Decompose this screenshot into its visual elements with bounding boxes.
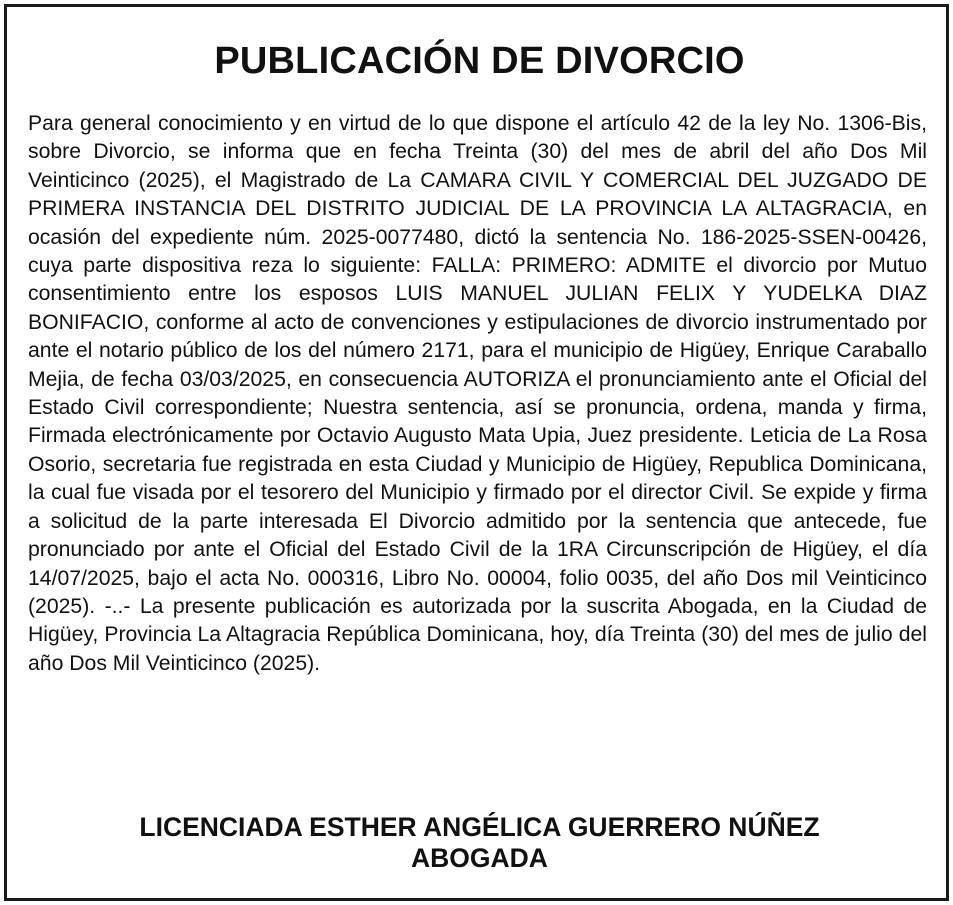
notice-body: Para general conocimiento y en virtud de lo que dispone el artículo 42 de la ley No. 1306-Bis, sobre Divorcio, se informa que en fecha Treinta (30) del mes de abril del año Dos Mil Veinticinco (2025), el Magistrado de La CAMARA CIVIL Y COMERCIAL DEL JUZGADO DE PRIMERA INSTANCIA DEL DISTRITO JUDICIAL DE LA PROVINCIA LA ALTAGRACIA, en ocasión del expediente núm. 2025-0077480, dictó la sentencia No. 186-2025-SSEN-00426, cuya parte dispositiva reza lo siguiente: FALLA: PRIMERO: ADMITE el divorcio por Mutuo consentimiento entre los esposos LUIS MANUEL JULIAN FELIX Y YUDELKA DIAZ BONIFACIO, conforme al acto de convenciones y estipulaciones de divorcio instrumentado por ante el notario público de los del número 2171, para el municipio de Higüey, Enrique Caraballo Mejia, de fecha 03/03/2025, en consecuencia AUTORIZA el pronunciamiento ante el Oficial del Estado Civil correspondiente; Nuestra sentencia, así se pronuncia, ordena, manda y firma, Firmada electrónicamente por Octavio Augusto Mata Upia, Juez presidente. Leticia de La Rosa Osorio, secretaria fue registrada en esta Ciudad y Municipio de Higüey, Republica Dominicana, la cual fue visada por el tesorero del Municipio y firmado por el director Civil. Se expide y firma a solicitud de la parte interesada El Divorcio admitido por la sentencia que antecede, fue pronunciado por ante el Oficial del Estado Civil de la 1RA Circunscripción de Higüey, el día 14/07/2025, bajo el acta No. 000316, Libro No. 00004, folio 0035, del año Dos mil Veinticinco (2025). -..- La presente publicación es autorizada por la suscrita Abogada, en la Ciudad de Higüey, Provincia La Altagracia República Dominicana, hoy, día Treinta (30) del mes de julio del año Dos Mil Veinticinco (2025). (28, 112, 927, 675)
signer-name: LICENCIADA ESTHER ANGÉLICA GUERRERO NÚÑEZ (139, 812, 820, 842)
notice-title: PUBLICACIÓN DE DIVORCIO (214, 40, 745, 82)
signer-title: ABOGADA (411, 843, 548, 873)
notice-border (4, 4, 949, 901)
signature-block (7, 812, 952, 874)
